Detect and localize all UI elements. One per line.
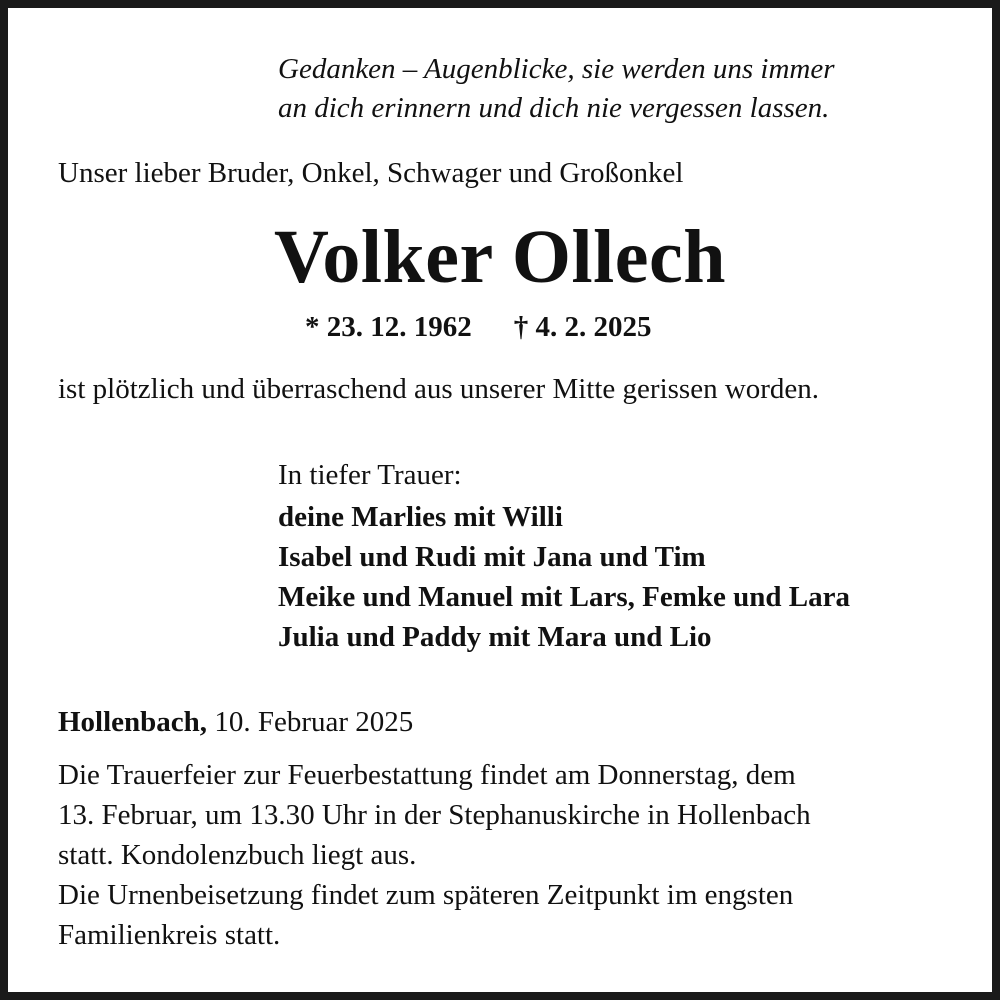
mourner-line: Isabel und Rudi mit Jana und Tim bbox=[278, 541, 706, 573]
death-date: † 4. 2. 2025 bbox=[513, 311, 652, 343]
funeral-info-line: Familienkreis statt. bbox=[58, 919, 281, 951]
mourning-heading: In tiefer Trauer: bbox=[278, 459, 462, 491]
statement-text: ist plötzlich und überraschend aus unserer Mitte gerissen worden. bbox=[58, 373, 820, 405]
birth-date: * 23. 12. 1962 bbox=[305, 311, 472, 343]
deceased-name: Volker Ollech bbox=[274, 215, 726, 299]
mourner-line: Julia und Paddy mit Mara und Lio bbox=[278, 621, 712, 653]
funeral-info-line: 13. Februar, um 13.30 Uhr in der Stephanuskirche in Hollenbach bbox=[58, 799, 811, 831]
mourner-line: Meike und Manuel mit Lars, Femke und Lara bbox=[278, 581, 850, 613]
funeral-info-line: Die Urnenbeisetzung findet zum späteren Zeitpunkt im engsten bbox=[58, 879, 794, 911]
intro-text: Unser lieber Bruder, Onkel, Schwager und Großonkel bbox=[58, 157, 684, 189]
motto-line-1: Gedanken – Augenblicke, sie werden uns immer bbox=[278, 53, 835, 85]
life-dates bbox=[305, 308, 652, 346]
place-name: Hollenbach, bbox=[58, 706, 208, 738]
motto-line-2: an dich erinnern und dich nie vergessen lassen. bbox=[278, 92, 830, 124]
funeral-info-line: statt. Kondolenzbuch liegt aus. bbox=[58, 839, 417, 871]
place-date bbox=[58, 703, 413, 741]
mourner-line: deine Marlies mit Willi bbox=[278, 501, 563, 533]
notice-date: 10. Februar 2025 bbox=[214, 706, 414, 738]
funeral-info-line: Die Trauerfeier zur Feuerbestattung findet am Donnerstag, dem bbox=[58, 759, 796, 791]
